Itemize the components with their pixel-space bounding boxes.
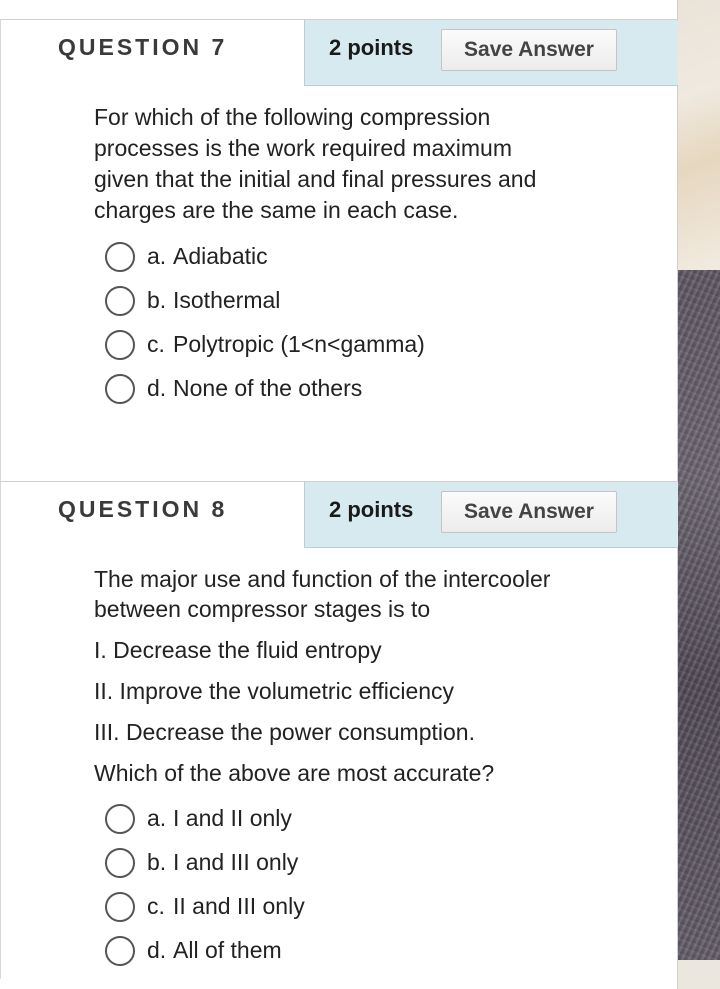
- radio-button[interactable]: [105, 892, 135, 922]
- answer-option-b[interactable]: [105, 283, 605, 319]
- radio-button[interactable]: [105, 330, 135, 360]
- question-header-box: [304, 482, 678, 548]
- option-letter: a.: [147, 805, 167, 831]
- answer-option-a[interactable]: [105, 801, 605, 837]
- option-letter: b.: [147, 849, 167, 875]
- option-letter: a.: [147, 243, 167, 269]
- question-7: [0, 20, 678, 480]
- question-text-line: given that the initial and final pressures and: [94, 166, 537, 192]
- question-text-line: processes is the work required maximum: [94, 135, 512, 161]
- background-photo-fabric: [678, 270, 720, 960]
- question-8: [0, 482, 678, 987]
- background-photo-light: [678, 0, 720, 270]
- option-label[interactable]: Polytropic (1<n<gamma): [173, 331, 425, 357]
- radio-button[interactable]: [105, 374, 135, 404]
- option-label[interactable]: Isothermal: [173, 287, 281, 313]
- option-label[interactable]: I and II only: [173, 805, 292, 831]
- question-text-line: The major use and function of the intercooler: [94, 566, 551, 592]
- question-prompt: Which of the above are most accurate?: [94, 760, 495, 786]
- save-answer-button[interactable]: Save Answer: [441, 29, 617, 71]
- question-text-line: charges are the same in each case.: [94, 197, 459, 223]
- option-letter: b.: [147, 287, 167, 313]
- question-text-line: For which of the following compression: [94, 104, 491, 130]
- option-letter: c.: [147, 331, 165, 357]
- radio-button[interactable]: [105, 804, 135, 834]
- radio-button[interactable]: [105, 848, 135, 878]
- background-photo-bottom: [678, 960, 720, 989]
- answer-option-c[interactable]: [105, 327, 605, 363]
- answer-option-c[interactable]: [105, 889, 605, 925]
- radio-button[interactable]: [105, 286, 135, 316]
- option-label[interactable]: All of them: [173, 937, 282, 963]
- points-label: 2 points: [329, 35, 414, 60]
- points-label: 2 points: [329, 497, 414, 522]
- question-text-line: between compressor stages is to: [94, 596, 431, 622]
- option-letter: d.: [147, 375, 167, 401]
- option-letter: d.: [147, 937, 167, 963]
- question-statement: I. Decrease the fluid entropy: [94, 637, 382, 663]
- radio-button[interactable]: [105, 242, 135, 272]
- option-label[interactable]: II and III only: [173, 893, 305, 919]
- answer-option-a[interactable]: [105, 239, 605, 275]
- question-statement: II. Improve the volumetric efficiency: [94, 678, 455, 704]
- answer-option-d[interactable]: [105, 933, 605, 969]
- question-header-box: [304, 20, 678, 86]
- background-photo: [678, 0, 720, 989]
- answer-option-b[interactable]: [105, 845, 605, 881]
- option-label[interactable]: I and III only: [173, 849, 299, 875]
- option-label[interactable]: None of the others: [173, 375, 363, 401]
- radio-button[interactable]: [105, 936, 135, 966]
- save-answer-button[interactable]: Save Answer: [441, 491, 617, 533]
- question-title: QUESTION 8: [58, 496, 228, 522]
- question-statement: III. Decrease the power consumption.: [94, 719, 475, 745]
- answer-option-d[interactable]: [105, 371, 605, 407]
- option-label[interactable]: Adiabatic: [173, 243, 268, 269]
- question-title: QUESTION 7: [58, 34, 228, 60]
- option-letter: c.: [147, 893, 165, 919]
